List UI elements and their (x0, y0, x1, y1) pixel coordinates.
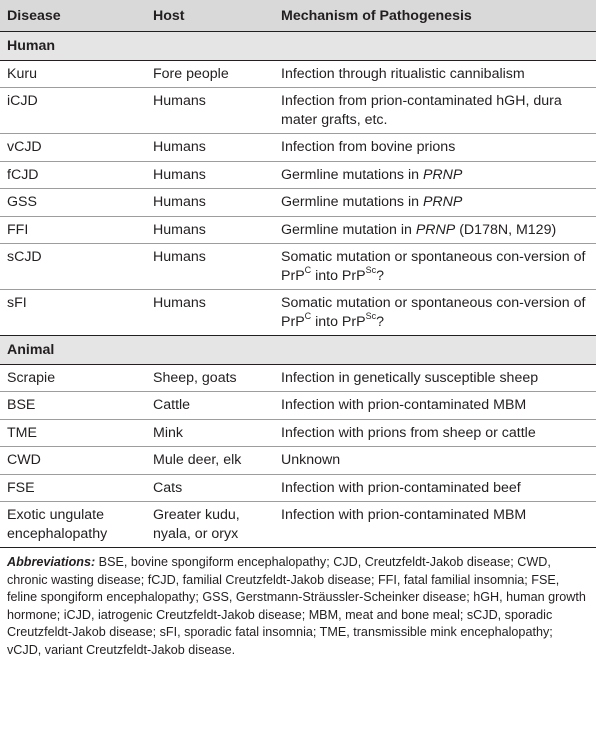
gene-name: PRNP (415, 221, 456, 238)
mechanism-cell (272, 189, 596, 217)
table-row (0, 502, 596, 548)
disease-cell: TME (0, 419, 145, 447)
host-cell: Humans (145, 189, 272, 217)
mechanism-cell: Infection with prion-contaminated beef (272, 474, 596, 502)
gene-name: PRNP (422, 194, 463, 210)
table-row (0, 364, 596, 392)
superscript-sc: Sc (365, 264, 377, 275)
table-row (0, 216, 596, 244)
host-cell: Humans (145, 216, 272, 244)
section-animal (0, 336, 596, 365)
disease-cell: FFI (0, 216, 145, 244)
superscript-c: C (304, 264, 312, 275)
mechanism-cell (272, 290, 596, 336)
host-cell: Humans (145, 88, 272, 134)
disease-cell: GSS (0, 189, 145, 217)
host-cell: Humans (145, 290, 272, 336)
superscript-c: C (304, 310, 312, 321)
disease-cell: CWD (0, 447, 145, 475)
mechanism-text-suffix: ? (376, 313, 384, 330)
mechanism-cell: Infection with prions from sheep or cattle (272, 419, 596, 447)
disease-cell: Exotic ungulate encephalopathy (0, 502, 145, 548)
table-row (0, 88, 596, 134)
mechanism-cell: Infection from prion-contaminated hGH, dura mater grafts, etc. (272, 88, 596, 134)
mechanism-cell (272, 161, 596, 189)
table-header-row (0, 0, 596, 32)
table-row (0, 189, 596, 217)
table-row (0, 474, 596, 502)
abbreviations-label: Abbreviations: (7, 555, 96, 569)
mechanism-cell: Infection in genetically susceptible sheep (272, 364, 596, 392)
mechanism-text: Germline mutations in (281, 166, 423, 183)
mechanism-text: Germline mutations in (281, 194, 423, 210)
host-cell: Greater kudu, nyala, or oryx (145, 502, 272, 548)
mechanism-text-mid: into PrP (311, 267, 366, 284)
mechanism-cell (272, 216, 596, 244)
mechanism-cell: Infection with prion-contaminated MBM (272, 502, 596, 548)
host-cell: Fore people (145, 60, 272, 88)
host-cell: Mink (145, 419, 272, 447)
disease-cell: Kuru (0, 60, 145, 88)
host-cell: Humans (145, 134, 272, 162)
mechanism-cell: Infection from bovine prions (272, 134, 596, 162)
disease-cell: vCJD (0, 134, 145, 162)
mechanism-text: Germline mutation in (281, 221, 416, 238)
table-row (0, 244, 596, 290)
mechanism-text-mid: into PrP (311, 313, 366, 330)
mechanism-cell: Infection through ritualistic cannibalism (272, 60, 596, 88)
table-row (0, 290, 596, 336)
disease-cell: FSE (0, 474, 145, 502)
header-disease: Disease (0, 0, 145, 32)
table-row (0, 134, 596, 162)
mechanism-text: Somatic mutation or spontaneous con-version of PrP (281, 295, 586, 330)
mechanism-text: Somatic mutation or spontaneous con-version of PrP (281, 249, 586, 284)
table-row (0, 161, 596, 189)
disease-cell: fCJD (0, 161, 145, 189)
gene-name: PRNP (422, 166, 463, 183)
mechanism-cell (272, 244, 596, 290)
mechanism-cell: Infection with prion-contaminated MBM (272, 392, 596, 420)
mechanism-text-suffix: ? (376, 267, 384, 284)
disease-cell: sFI (0, 290, 145, 336)
disease-cell: Scrapie (0, 364, 145, 392)
header-mechanism: Mechanism of Pathogenesis (272, 0, 596, 32)
table-row (0, 447, 596, 475)
table-row (0, 419, 596, 447)
host-cell: Sheep, goats (145, 364, 272, 392)
host-cell: Humans (145, 244, 272, 290)
header-host: Host (145, 0, 272, 32)
host-cell: Humans (145, 161, 272, 189)
host-cell: Cats (145, 474, 272, 502)
abbreviations-text: BSE, bovine spongiform encephalopathy; CJD, Creutzfeldt-Jakob disease; CWD, chronic wasting disease; fCJD, familial Creutzfeldt-Jakob disease; FFI, fatal familial insomnia; FSE, feline spongiform encephalopathy; GSS, Gerstmann-Sträussler-Scheinker disease; hGH, human growth hormone; iCJD, iatrogenic Creutzfeldt-Jakob disease; MBM, meat and bone meal; sCJD, sporadic Creutzfeldt-Jakob disease; sFI, sporadic fatal insomnia; TME, transmissible mink encephalopathy; vCJD, variant Creutzfeldt-Jakob disease. (7, 555, 586, 657)
abbreviations-footnote (0, 548, 596, 660)
disease-cell: sCJD (0, 244, 145, 290)
mechanism-cell: Unknown (272, 447, 596, 475)
section-title: Human (0, 32, 596, 61)
disease-cell: BSE (0, 392, 145, 420)
host-cell: Mule deer, elk (145, 447, 272, 475)
table-row (0, 60, 596, 88)
disease-cell: iCJD (0, 88, 145, 134)
section-human (0, 32, 596, 61)
mechanism-text-suffix: (D178N, M129) (455, 221, 557, 238)
section-title: Animal (0, 336, 596, 365)
superscript-sc: Sc (365, 310, 377, 321)
host-cell: Cattle (145, 392, 272, 420)
table-row (0, 392, 596, 420)
